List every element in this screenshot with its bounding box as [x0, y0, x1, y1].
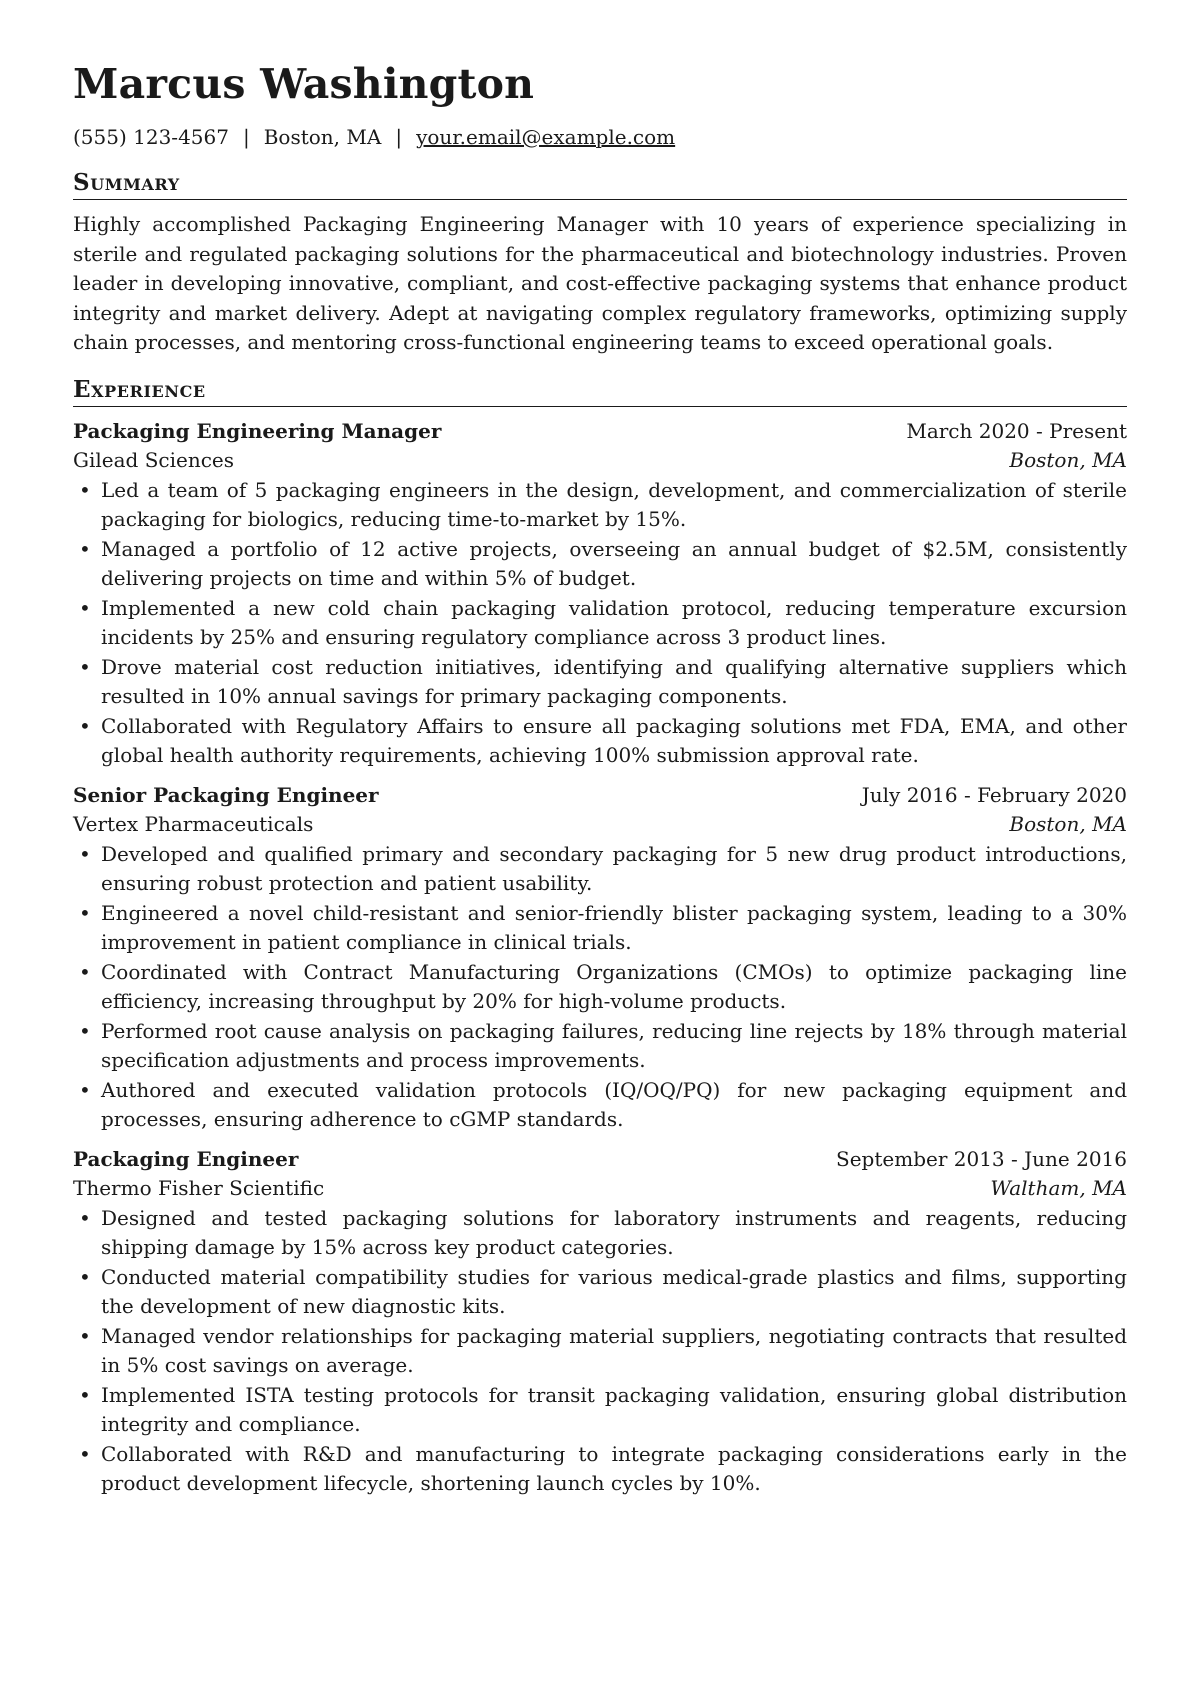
- bullet-item: [73, 1440, 1127, 1499]
- bullet-item: [73, 1322, 1127, 1381]
- bullet-text: Engineered a novel child-resistant and senior-friendly blister packaging system, leading to a 30% improvement in patient compliance in clinical trials.: [101, 900, 1127, 954]
- bullet-item: [73, 1017, 1127, 1076]
- bullet-item: [73, 476, 1127, 535]
- bullet-icon: •: [79, 1264, 91, 1289]
- job-company: Thermo Fisher Scientific: [73, 1176, 325, 1200]
- contact-separator: |: [395, 125, 403, 149]
- bullet-item: [73, 535, 1127, 594]
- bullet-icon: •: [79, 1077, 91, 1102]
- candidate-name: Marcus Washington: [73, 60, 535, 108]
- bullet-icon: •: [79, 900, 91, 925]
- job-company-row: [73, 1174, 1127, 1204]
- job-company-row: [73, 446, 1127, 476]
- bullet-icon: •: [79, 595, 91, 620]
- contact-separator: |: [242, 125, 250, 149]
- bullet-item: [73, 712, 1127, 771]
- bullet-icon: •: [79, 713, 91, 738]
- job-bullet-list: [73, 840, 1127, 1135]
- job-company: Gilead Sciences: [73, 448, 235, 472]
- bullet-icon: •: [79, 1382, 91, 1407]
- bullet-item: [73, 1263, 1127, 1322]
- bullet-icon: •: [79, 1441, 91, 1466]
- bullet-item: [73, 1381, 1127, 1440]
- bullet-icon: •: [79, 959, 91, 984]
- job-entry: [73, 781, 1127, 1135]
- bullet-item: [73, 899, 1127, 958]
- job-title: Packaging Engineer: [73, 1146, 299, 1171]
- bullet-icon: •: [79, 1018, 91, 1043]
- bullet-text: Authored and executed validation protocols (IQ/OQ/PQ) for new packaging equipment and processes, ensuring adherence to cGMP standards.: [101, 1077, 1127, 1131]
- bullet-text: Managed a portfolio of 12 active projects, overseeing an annual budget of $2.5M, consistently delivering projects on time and within 5% of budget.: [101, 536, 1127, 590]
- bullet-icon: •: [79, 477, 91, 502]
- bullet-text: Conducted material compatibility studies for various medical-grade plastics and films, supporting the development of new diagnostic kits.: [101, 1264, 1127, 1318]
- bullet-item: [73, 958, 1127, 1017]
- job-location: Boston, MA: [1009, 448, 1127, 472]
- bullet-icon: •: [79, 841, 91, 866]
- bullet-text: Managed vendor relationships for packaging material suppliers, negotiating contracts that resulted in 5% cost savings on average.: [101, 1323, 1127, 1377]
- job-dates: July 2016 - February 2020: [861, 782, 1127, 807]
- bullet-text: Led a team of 5 packaging engineers in the design, development, and commercialization of sterile packaging for biologics, reducing time-to-market by 15%.: [101, 477, 1127, 531]
- job-dates: September 2013 - June 2016: [836, 1146, 1127, 1171]
- summary-text: Highly accomplished Packaging Engineering Manager with 10 years of experience specializing in sterile and regulated packaging solutions for the pharmaceutical and biotechnology industries. Proven leader in developing innovative, compliant, and cost-effective packaging systems that enhance product integrity and market delivery. Adept at navigating complex regulatory frameworks, optimizing supply chain processes, and mentoring cross-functional engineering teams to exceed operational goals.: [73, 212, 1127, 354]
- experience-heading: Experience: [73, 375, 1127, 407]
- bullet-text: Collaborated with R&D and manufacturing to integrate packaging considerations early in the product development lifecycle, shortening launch cycles by 10%.: [101, 1441, 1127, 1495]
- bullet-item: [73, 594, 1127, 653]
- job-bullet-list: [73, 476, 1127, 771]
- job-header-row: [73, 781, 1127, 811]
- resume-page: [73, 58, 1127, 1499]
- job-header-row: [73, 417, 1127, 447]
- bullet-text: Performed root cause analysis on packaging failures, reducing line rejects by 18% through material specification adjustments and process improvements.: [101, 1018, 1127, 1072]
- bullet-icon: •: [79, 654, 91, 679]
- contact-line: [73, 124, 1127, 150]
- bullet-icon: •: [79, 1323, 91, 1348]
- bullet-text: Implemented a new cold chain packaging validation protocol, reducing temperature excursion incidents by 25% and ensuring regulatory compliance across 3 product lines.: [101, 595, 1127, 649]
- job-dates: March 2020 - Present: [906, 418, 1127, 443]
- bullet-item: [73, 1076, 1127, 1135]
- job-entry: [73, 1145, 1127, 1499]
- bullet-item: [73, 1204, 1127, 1263]
- job-company-row: [73, 810, 1127, 840]
- job-location: Waltham, MA: [990, 1176, 1127, 1200]
- email-link[interactable]: your.email@example.com: [416, 125, 676, 149]
- phone-number: (555) 123-4567: [73, 125, 229, 149]
- contact-location: Boston, MA: [263, 125, 382, 149]
- job-title: Packaging Engineering Manager: [73, 418, 442, 443]
- bullet-text: Drove material cost reduction initiatives, identifying and qualifying alternative suppliers which resulted in 10% annual savings for primary packaging components.: [101, 654, 1127, 708]
- bullet-text: Coordinated with Contract Manufacturing Organizations (CMOs) to optimize packaging line efficiency, increasing throughput by 20% for high-volume products.: [101, 959, 1127, 1013]
- bullet-text: Implemented ISTA testing protocols for transit packaging validation, ensuring global distribution integrity and compliance.: [101, 1382, 1127, 1436]
- bullet-item: [73, 840, 1127, 899]
- job-bullet-list: [73, 1204, 1127, 1499]
- job-header-row: [73, 1145, 1127, 1175]
- bullet-text: Designed and tested packaging solutions for laboratory instruments and reagents, reducing shipping damage by 15% across key product categories.: [101, 1205, 1127, 1259]
- bullet-icon: •: [79, 1205, 91, 1230]
- job-entry: [73, 417, 1127, 771]
- bullet-text: Developed and qualified primary and secondary packaging for 5 new drug product introductions, ensuring robust protection and patient usability.: [101, 841, 1127, 895]
- job-title: Senior Packaging Engineer: [73, 782, 379, 807]
- job-location: Boston, MA: [1009, 812, 1127, 836]
- bullet-icon: •: [79, 536, 91, 561]
- bullet-text: Collaborated with Regulatory Affairs to ensure all packaging solutions met FDA, EMA, and other global health authority requirements, achieving 100% submission approval rate.: [101, 713, 1127, 767]
- bullet-item: [73, 653, 1127, 712]
- job-company: Vertex Pharmaceuticals: [73, 812, 314, 836]
- summary-heading: Summary: [73, 168, 1127, 200]
